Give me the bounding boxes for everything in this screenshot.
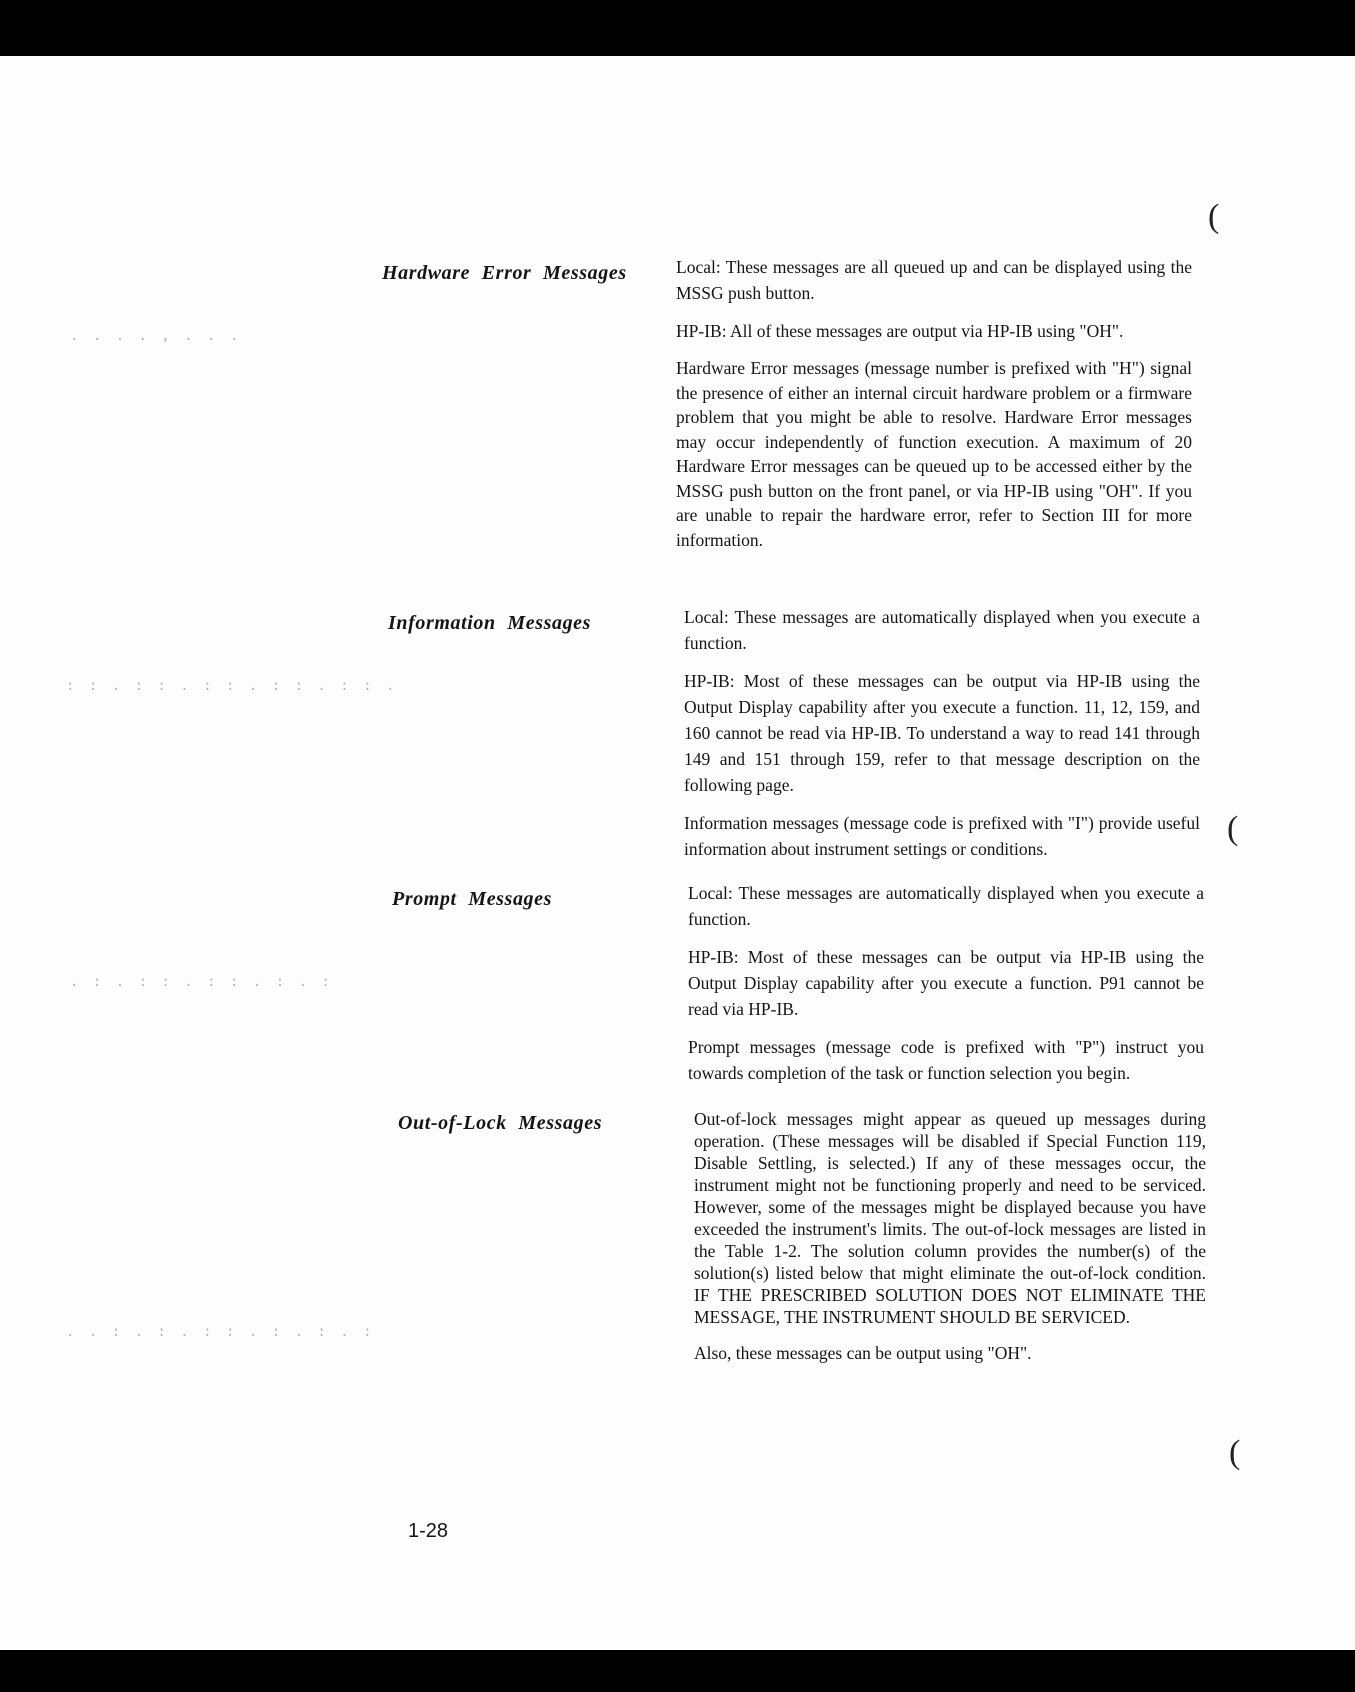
scan-edge-bottom <box>85 1650 107 1692</box>
prompt-description: Prompt messages (message code is prefixed with "P") instruct you towards completion of the task or function selection you begin. <box>688 1037 1204 1083</box>
section-title-out-of-lock: Out-of-Lock Messages <box>398 1112 603 1134</box>
scan-speckle: . . : . : . : : . : . : . : <box>66 1324 375 1340</box>
prompt-local: Local: These messages are automatically displayed when you execute a function. <box>688 883 1204 929</box>
out-of-lock-description: Out-of-lock messages might appear as queued up messages during operation. (These messages will be disabled if Special Function 119, Disable Settling, is selected.) If any of these messages occur, the instrument might not be functioning properly and need to be serviced. However, some of the messages might be displayed because you have exceeded the instrument's limits. The out-of-lock messages are listed in the Table 1-2. The solution column provides the number(s) of the solution(s) listed below that might eliminate the out-of-lock condition. IF THE PRESCRIBED SOLUTION DOES NOT ELIMINATE THE MESSAGE, THE INSTRUMENT SHOULD BE SERVICED. <box>694 1109 1206 1327</box>
bracket-mark: ( <box>1208 198 1220 235</box>
out-of-lock-output: Also, these messages can be output using "OH". <box>694 1343 1032 1363</box>
hardware-error-description: Hardware Error messages (message number is prefixed with "H") signal the presence of either an internal circuit hardware problem or a firmware problem that you might be able to resolve. Hardware Error messages may occur independently of function execution. A maximum of 20 Hardware Error messages can be queued up to be accessed either by the MSSG push button on the front panel, or via HP-IB using "OH". If you are unable to repair the hardware error, refer to Section III for more information. <box>676 358 1192 550</box>
section-title-hardware-error: Hardware Error Messages <box>382 262 627 284</box>
information-hpib: HP-IB: Most of these messages can be output via HP-IB using the Output Display capability after you execute a function. 11, 12, 159, and 160 cannot be read via HP-IB. To understand a way to read 141 through 149 and 151 through 159, refer to that message description on the following page. <box>684 671 1200 795</box>
hardware-error-hpib: HP-IB: All of these messages are output via HP-IB using "OH". <box>676 321 1124 341</box>
section-title-information: Information Messages <box>388 612 592 634</box>
section-body-information <box>684 604 1200 874</box>
hardware-error-local: Local: These messages are all queued up and can be displayed using the MSSG push button. <box>676 257 1192 303</box>
scan-edge-top <box>85 0 107 56</box>
bracket-mark: ( <box>1227 810 1239 847</box>
page-number: 1-28 <box>408 1520 449 1542</box>
information-description: Information messages (message code is prefixed with "I") provide useful information about instrument settings or conditions. <box>684 813 1200 859</box>
section-body-hardware-error <box>676 254 1192 564</box>
prompt-hpib: HP-IB: Most of these messages can be output via HP-IB using the Output Display capability after you execute a function. P91 cannot be read via HP-IB. <box>688 947 1204 1019</box>
information-local: Local: These messages are automatically displayed when you execute a function. <box>684 607 1200 653</box>
scan-speckle: : : . : : . : : . : : . : : . <box>66 678 398 694</box>
section-body-prompt <box>688 880 1204 1098</box>
document-page <box>0 56 1355 1650</box>
scan-speckle: . : . : : . : : . : . : <box>70 974 333 990</box>
section-body-out-of-lock <box>694 1108 1206 1378</box>
scan-speckle: . . . . , . . . <box>70 328 242 344</box>
section-title-prompt: Prompt Messages <box>392 888 552 910</box>
bracket-mark: ( <box>1229 1434 1241 1471</box>
